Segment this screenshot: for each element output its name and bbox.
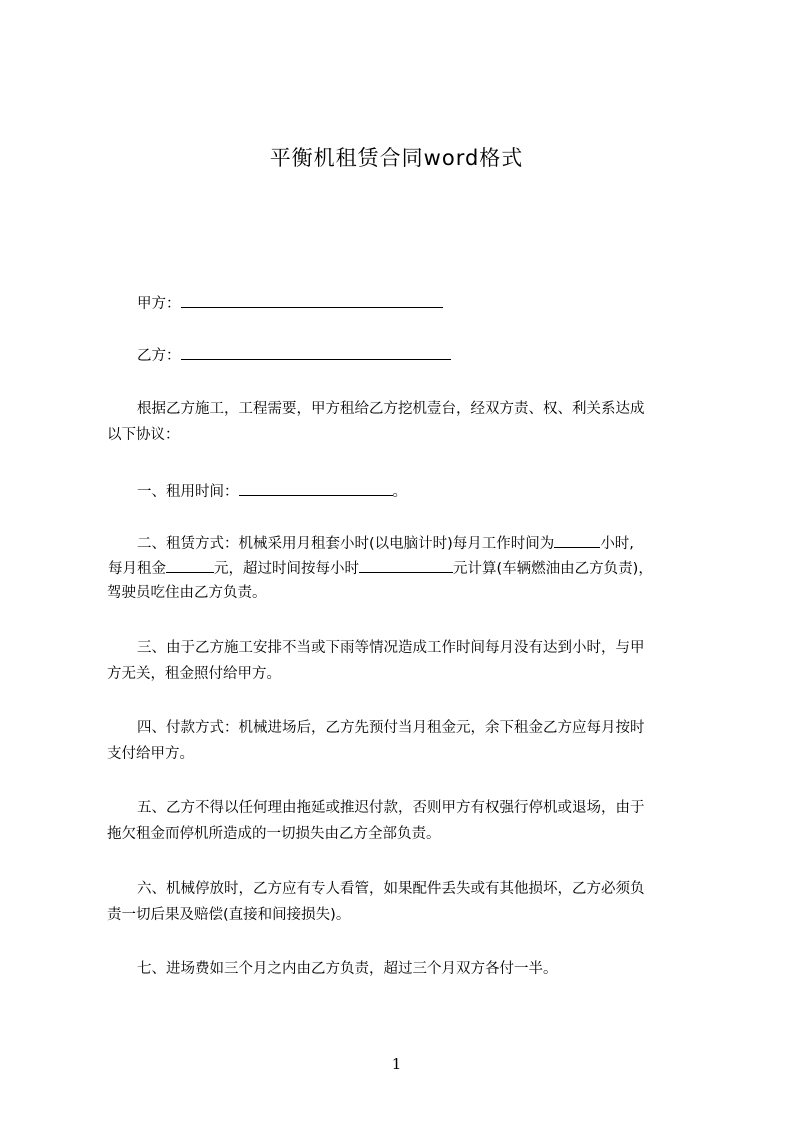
rental-period-blank — [239, 480, 393, 496]
clause-7-line-1: 七、进场费如三个月之内由乙方负责，超过三个月双方各付一半。 — [137, 961, 558, 977]
clause-5-line-1: 五、乙方不得以任何理由拖延或推迟付款，否则甲方有权强行停机或退场，由于 — [137, 800, 645, 816]
party-b-label: 乙方： — [137, 348, 181, 364]
monthly-rent-blank — [166, 557, 214, 573]
clause-1-end: 。 — [392, 484, 407, 500]
intro-line-1: 根据乙方施工，工程需要，甲方租给乙方挖机壹台，经双方责、权、利关系达成 — [137, 401, 645, 417]
clause-4-line-2: 支付给甲方。 — [107, 746, 194, 762]
clause-6-line-2: 责一切后果及赔偿(直接和间接损失)。 — [107, 907, 351, 923]
party-b-line — [137, 344, 451, 366]
hourly-rate-blank — [359, 557, 453, 573]
clause-2-line-2 — [108, 557, 653, 579]
party-a-line — [137, 292, 443, 314]
clause-2-text-d: 元，超过时间按每小时 — [214, 561, 359, 577]
clause-5-line-2: 拖欠租金而停机所造成的一切损失由乙方全部负责。 — [107, 826, 441, 842]
clause-2-line-3: 驾驶员吃住由乙方负责。 — [107, 585, 267, 601]
clause-3-line-2: 方无关，租金照付给甲方。 — [107, 666, 281, 682]
party-a-blank — [181, 292, 443, 308]
party-b-blank — [181, 344, 451, 360]
clause-1-text: 一、租用时间： — [137, 484, 239, 500]
clause-2-text-c: 每月租金 — [108, 561, 166, 577]
clause-3-line-1: 三、由于乙方施工安排不当或下雨等情况造成工作时间每月没有达到小时，与甲 — [137, 640, 645, 656]
clause-6-line-1: 六、机械停放时，乙方应有专人看管，如果配件丢失或有其他损坏，乙方必须负 — [137, 881, 645, 897]
party-a-label: 甲方： — [137, 296, 181, 312]
document-title: 平衡机租赁合同word格式 — [269, 146, 524, 170]
clause-1 — [137, 480, 407, 502]
intro-line-2: 以下协议： — [107, 427, 180, 443]
page-number: 1 — [391, 1055, 402, 1073]
clause-4-line-1: 四、付款方式：机械进场后，乙方先预付当月租金元，余下租金乙方应每月按时 — [137, 720, 645, 736]
clause-2-line-1 — [137, 532, 634, 554]
monthly-hours-blank — [554, 532, 600, 548]
clause-2-text-e: 元计算(车辆燃油由乙方负责)， — [453, 561, 653, 577]
clause-2-text-b: 小时, — [600, 536, 634, 552]
clause-2-text-a: 二、租赁方式：机械采用月租套小时(以电脑计时)每月工作时间为 — [137, 536, 555, 552]
